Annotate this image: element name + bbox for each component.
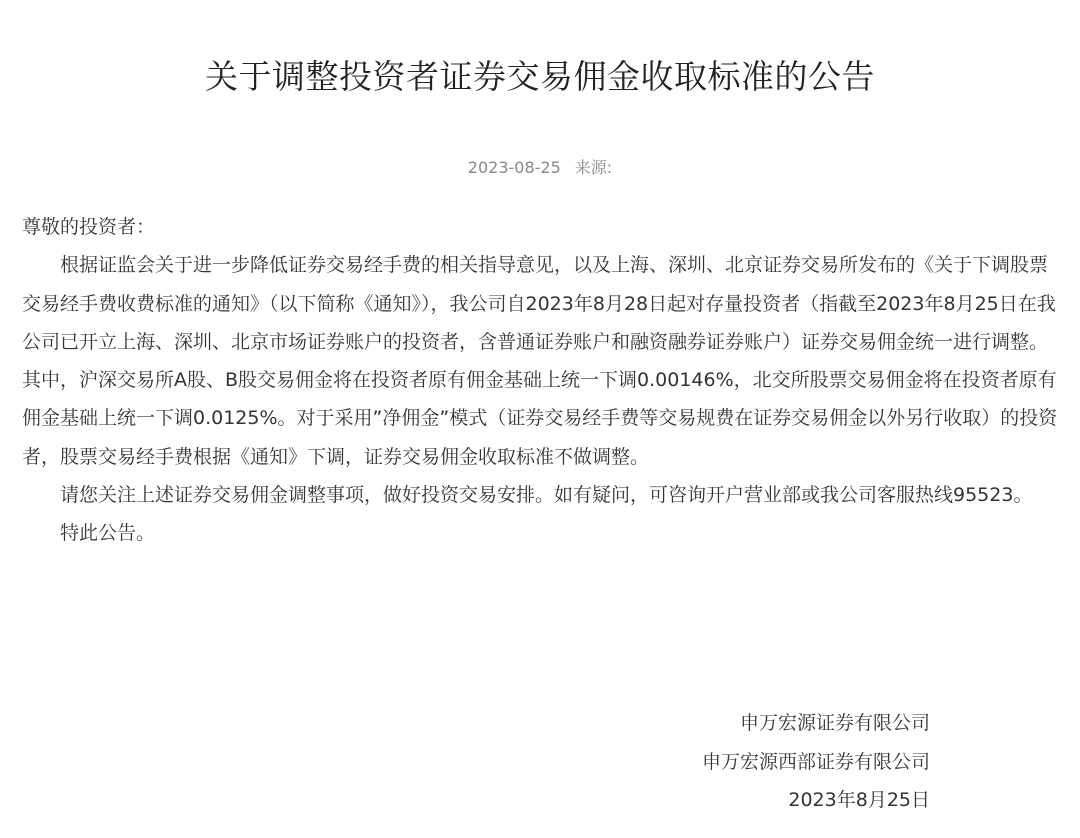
signatory-company: 申万宏源西部证券有限公司	[701, 750, 930, 773]
publish-meta	[0, 156, 1080, 180]
body-paragraph-contact: 请您关注上述证券交易佣金调整事项，做好投资交易安排。如有疑问，可咨询开户营业部或我公司客服热线95523。	[60, 484, 1033, 507]
source-label: 来源:	[574, 158, 613, 177]
signed-date: 2023年8月25日	[788, 789, 930, 811]
body-paragraph-main: 根据证监会关于进一步降低证券交易经手费的相关指导意见，以及上海、深圳、北京证券交易所发布的《关于下调股票交易经手费收费标准的通知》（以下简称《通知》），我公司自2023年8月28日起对存量投资者（指截至2023年8月25日在我公司已开立上海、深圳、北京市场证券账户的投资者，含普通证券账户和融资融券证券账户）证券交易佣金统一进行调整。其中，沪深交易所A股、B股交易佣金将在投资者原有佣金基础上统一下调0.00146%，北交所股票交易佣金将在投资者原有佣金基础上统一下调0.0125%。对于采用”净佣金”模式（证券交易经手费等交易规费在证券交易佣金以外另行收取）的投资者，股票交易经手费根据《通知》下调，证券交易佣金收取标准不做调整。	[22, 254, 1058, 468]
page-title: 关于调整投资者证券交易佣金收取标准的公告	[205, 57, 875, 96]
body-paragraph-closing: 特此公告。	[60, 522, 156, 545]
announcement-body	[22, 208, 1062, 553]
signature-block	[702, 704, 930, 820]
salutation: 尊敬的投资者：	[22, 216, 156, 238]
publish-date: 2023-08-25	[467, 158, 561, 177]
signatory-company: 申万宏源证券有限公司	[739, 712, 930, 734]
